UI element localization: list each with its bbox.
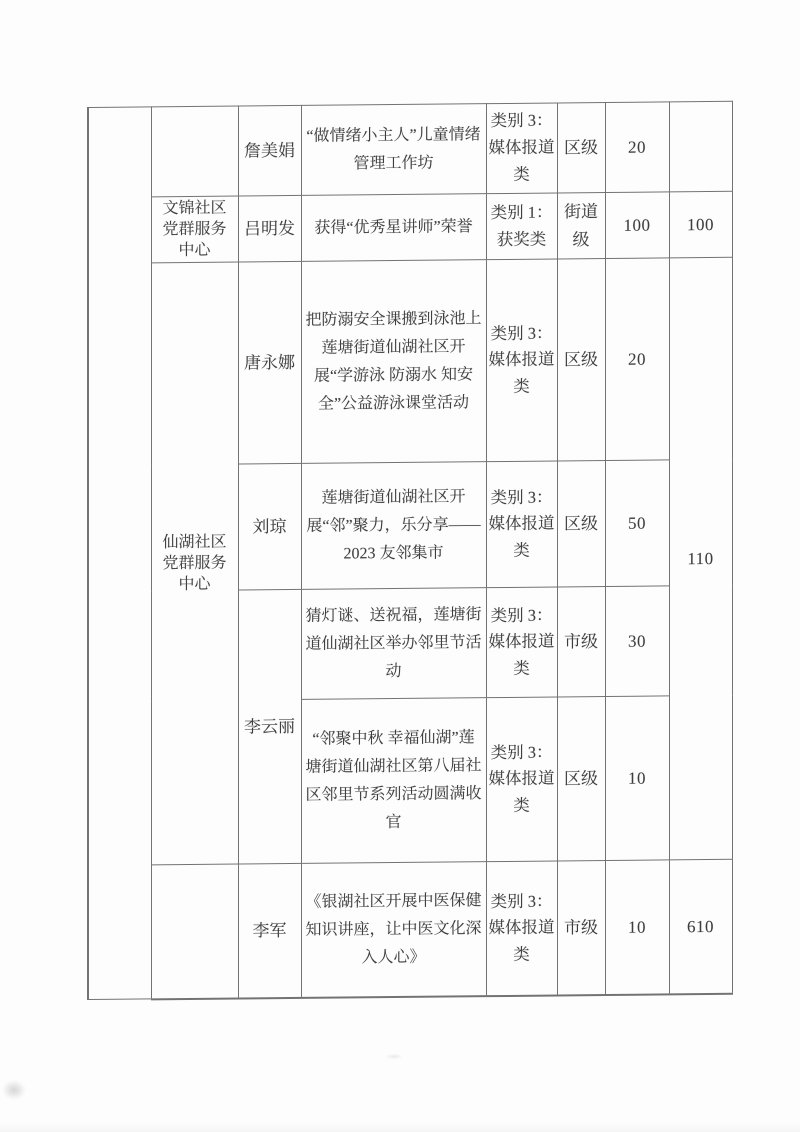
scan-smudge: [2, 1080, 26, 1100]
table-row: [88, 191, 732, 264]
subtotal-cell: 110: [669, 258, 732, 861]
category-cell: 类别 3：媒体报道类: [486, 697, 557, 862]
category-cell: 类别 1：获奖类: [486, 193, 557, 260]
score-cell: 30: [605, 586, 669, 697]
subtotal-cell: [669, 101, 732, 192]
person-cell: 李军: [238, 864, 301, 999]
award-points-table: [87, 101, 733, 1001]
achievement-cell: 把防溺安全课搬到泳池上莲塘街道仙湖社区开展“学游泳 防溺水 知安全”公益游泳课堂活动: [301, 260, 486, 464]
achievement-cell: “邻聚中秋 幸福仙湖”莲塘街道仙湖社区第八届社区邻里节系列活动圆满收官: [301, 698, 486, 864]
achievement-cell: 《银湖社区开展中医保健知识讲座，让中医文化深入人心》: [301, 862, 486, 998]
achievement-cell: “做情绪小主人”儿童情绪管理工作坊: [301, 104, 486, 196]
table-row: [88, 258, 732, 466]
level-cell: 区级: [557, 697, 605, 861]
person-cell: 唐永娜: [238, 262, 301, 465]
score-cell: 10: [605, 860, 669, 995]
level-cell: 街道级: [557, 193, 605, 260]
level-cell: 区级: [557, 103, 605, 193]
achievement-cell: 莲塘街道仙湖社区开展“邻”聚力，乐分享——2023 友邻集市: [301, 462, 486, 590]
scan-smudge: [386, 1054, 402, 1059]
person-cell: 李云丽: [238, 590, 301, 865]
category-cell: 类别 3：媒体报道类: [486, 259, 557, 462]
subtotal-cell: 610: [669, 860, 732, 995]
center-cell: 文锦社区党群服务中心: [151, 196, 238, 263]
person-cell: 吕明发: [238, 195, 301, 262]
level-cell: 市级: [557, 861, 605, 995]
category-cell: 类别 3：媒体报道类: [486, 861, 557, 996]
achievement-cell: 获得“优秀星讲师”荣誉: [301, 194, 486, 262]
category-cell: 类别 3：媒体报道类: [486, 587, 557, 698]
level-cell: 区级: [557, 461, 605, 587]
center-cell: [151, 106, 238, 197]
score-cell: 10: [605, 696, 669, 861]
person-cell: 刘琼: [238, 464, 301, 591]
subtotal-cell: 100: [669, 191, 732, 258]
level-cell: 市级: [557, 587, 605, 697]
center-cell: [151, 864, 238, 999]
table-row: [88, 101, 732, 197]
table-row: [88, 860, 732, 1000]
category-cell: 类别 3：媒体报道类: [486, 461, 557, 588]
score-cell: 20: [605, 102, 669, 193]
score-cell: 50: [605, 460, 669, 587]
person-cell: 詹美娟: [238, 105, 301, 196]
level-cell: 区级: [557, 259, 605, 461]
achievement-cell: 猜灯谜、送祝福，莲塘街道仙湖社区举办邻里节活动: [301, 588, 486, 700]
category-cell: 类别 3：媒体报道类: [486, 103, 557, 194]
score-cell: 100: [605, 192, 669, 259]
center-cell: 仙湖社区党群服务中心: [151, 262, 238, 865]
score-cell: 20: [605, 258, 669, 461]
group-cell: [88, 107, 151, 1000]
